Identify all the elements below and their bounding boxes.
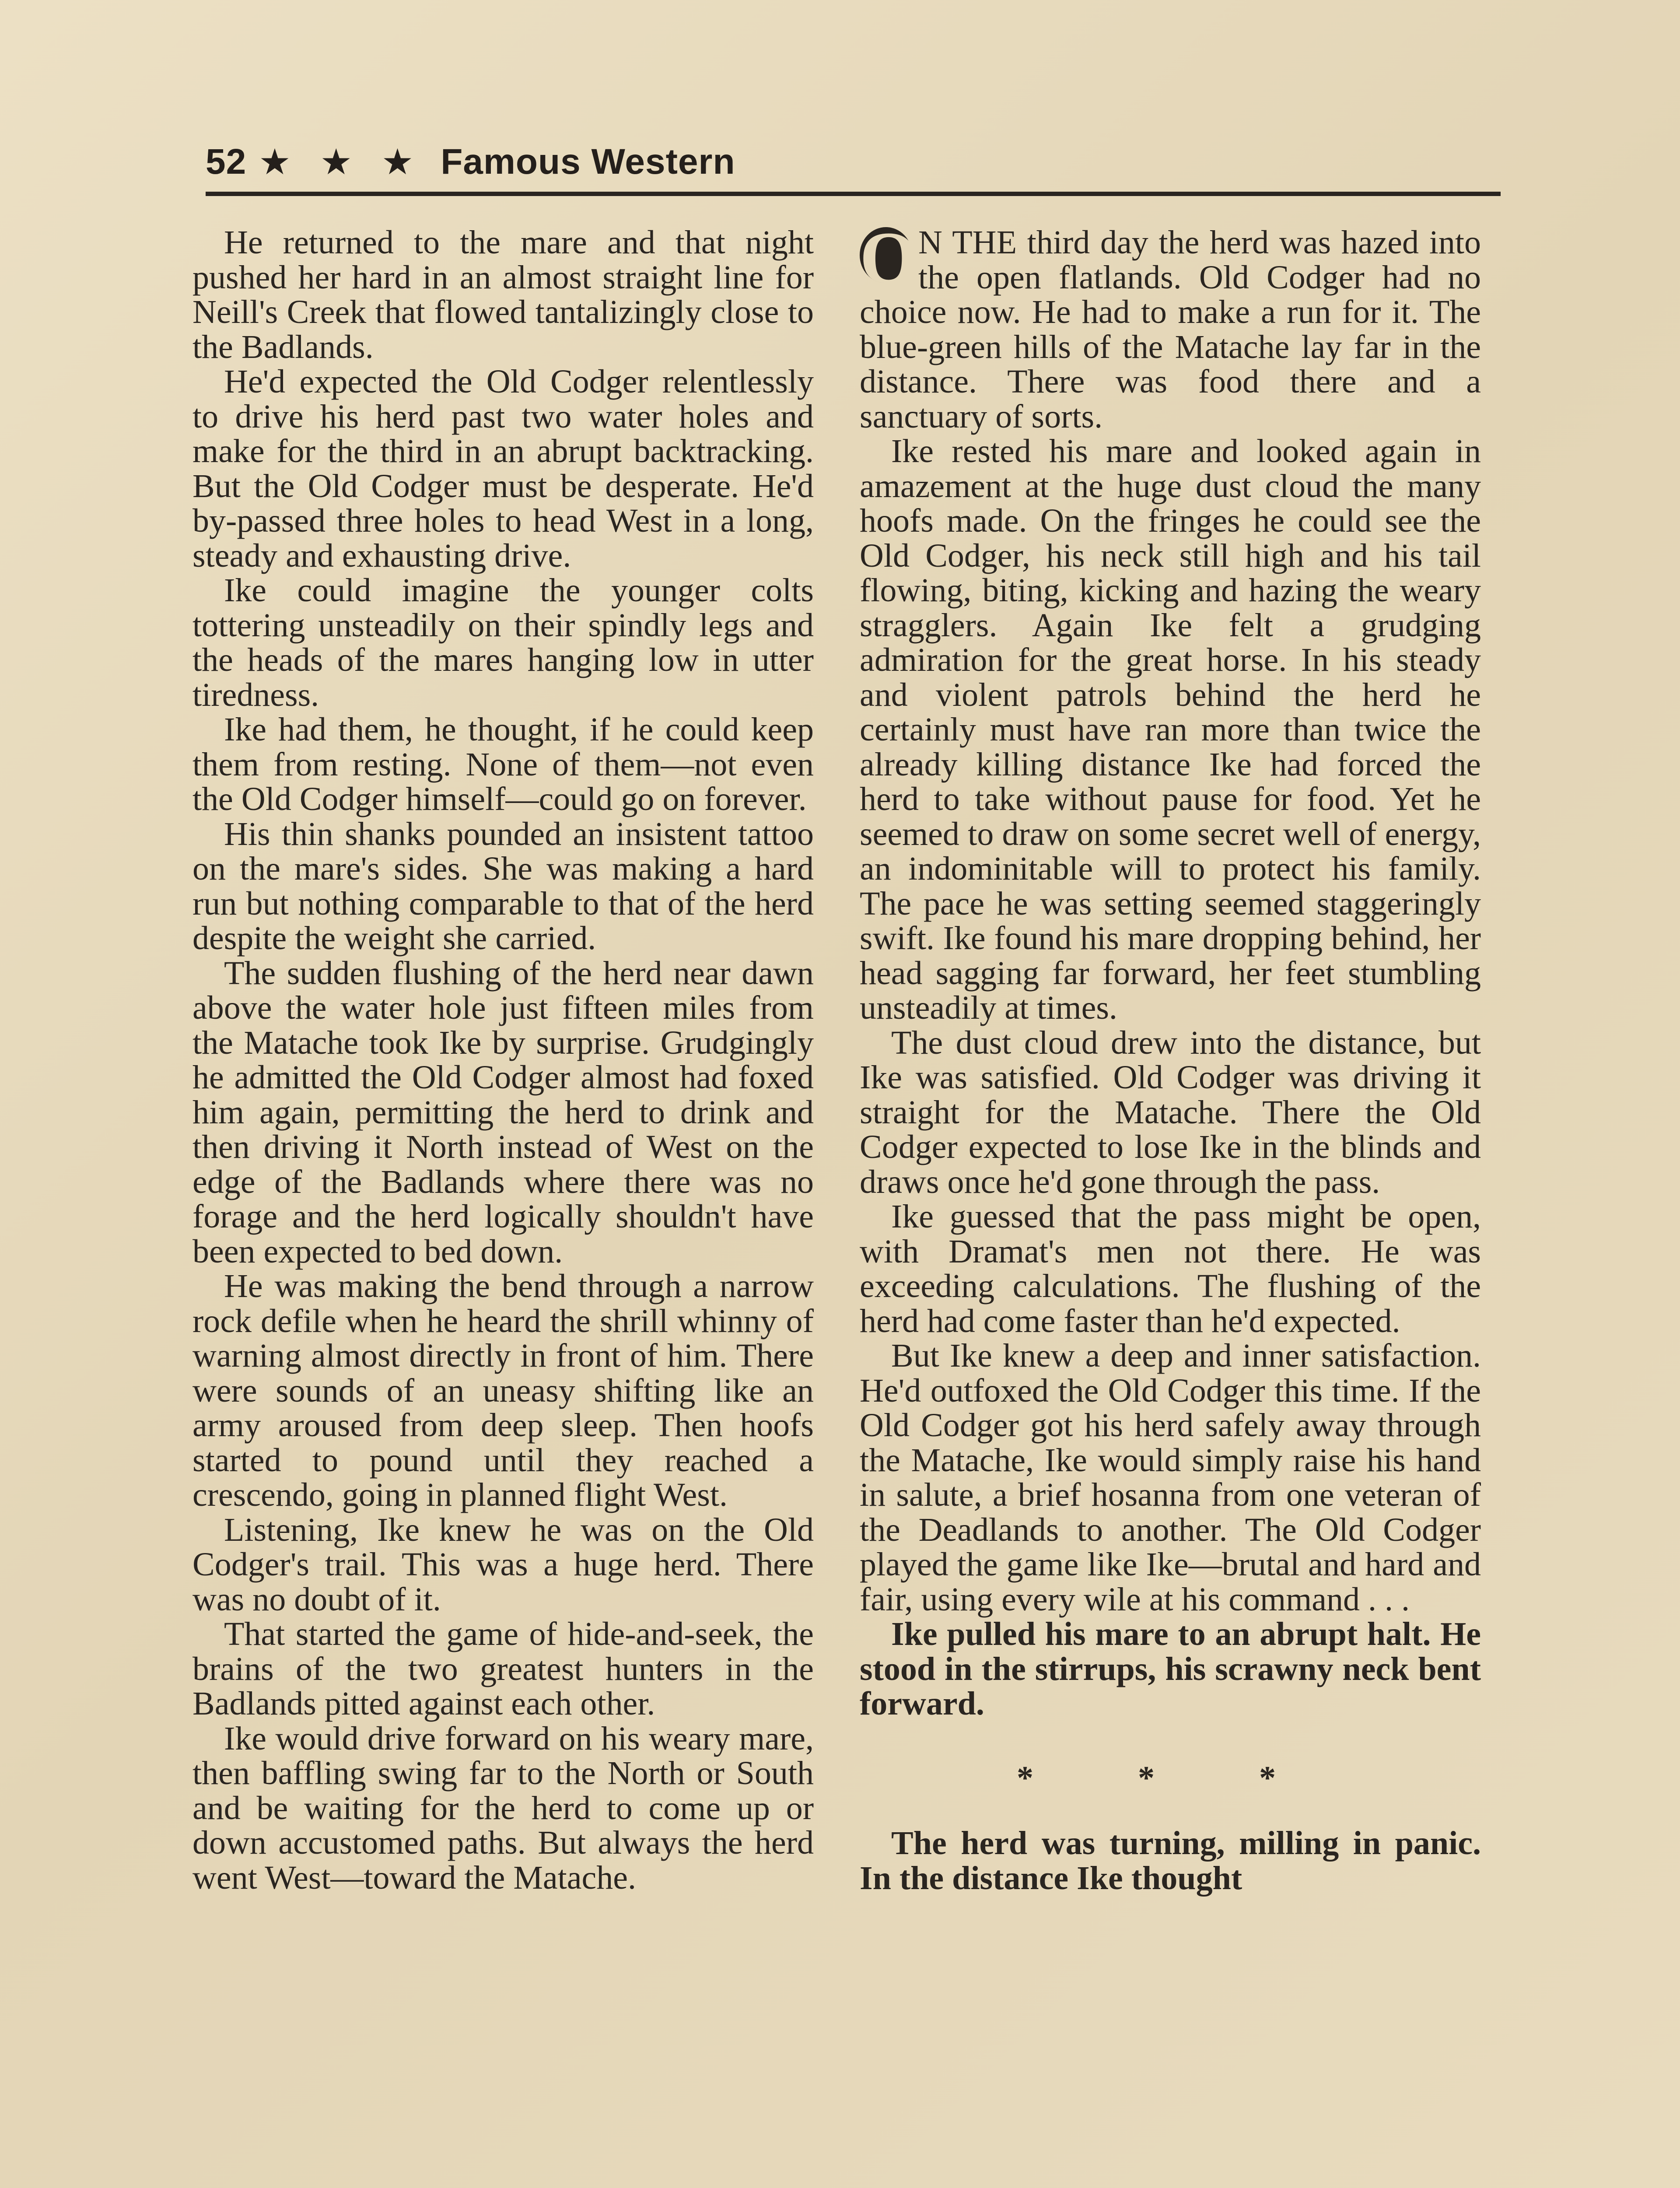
paragraph: The sudden flushing of the herd near dawn above the water hole just fifteen miles from the Matache took Ike by surprise. Grudgingly he admitted the Old Codger almost had foxed him again, permitting the herd to drink and then driving it North instead of West on the edge of the Badlands where there was no forage and the herd logically shouldn't have been expected to bed down. [192,954,814,1270]
paragraph: Ike had them, he thought, if he could keep them from resting. None of them—not even the Old Codger himself—could go on forever. [192,711,814,817]
header-rule [206,192,1501,196]
paragraph: He returned to the mare and that night pushed her hard in an almost straight line for Neill's Creek that flowed tantalizingly close to the Badlands. [192,224,814,365]
magazine-title: Famous Western [441,142,735,182]
paragraph: Ike pulled his mare to an abrupt halt. He stood in the stirrups, his scrawny neck bent forward. [860,1616,1481,1722]
opening-paragraph [860,217,1481,435]
paragraph: Listening, Ike knew he was on the Old Codger's trail. This was a huge herd. There was no doubt of it. [192,1511,814,1618]
page-number: 52 [206,142,247,182]
opening-text: N THE third day the herd was hazed into the open flatlands. Old Codger had no choice now. He had to make a run for it. The blue-green hills of the Matache lay far in the distance. There was food there and a sanctuary of sorts. [860,224,1481,435]
drop-cap: O [860,217,918,299]
section-break: * * * [1017,1759,1324,1796]
page-header [206,129,1501,195]
left-column [192,225,814,1895]
paragraph: He was making the bend through a narrow rock defile when he heard the shrill whinny of warning almost directly in front of him. There were sounds of an uneasy shifting like an army aroused from deep sleep. Then hoofs started to pound until they reached a crescendo, going in planned flight West. [192,1268,814,1513]
right-column [860,217,1481,1897]
paragraph: He'd expected the Old Codger relentlessly to drive his herd past two water holes and make for the third in an abrupt backtracking. But the Old Codger must be desperate. He'd by-passed three holes to head West in a long, steady and exhausting drive. [192,363,814,574]
paragraph: The dust cloud drew into the distance, but Ike was satisfied. Old Codger was driving it straight for the Matache. There the Old Codger expected to lose Ike in the blinds and draws once he'd gone through the pass. [860,1024,1481,1200]
star-ornaments: ★ ★ ★ [259,142,424,182]
paragraph: The herd was turning, milling in panic. In the distance Ike thought [860,1825,1481,1897]
paragraph: Ike rested his mare and looked again in amazement at the huge dust cloud the many hoofs made. On the fringes he could see the Old Codger, his neck still high and his tail flowing, biting, kicking and hazing the weary stragglers. Again Ike felt a grudging admiration for the great horse. In his steady and violent patrols behind the herd he certainly must have ran more than twice the already killing distance Ike had forced the herd to take without pause for food. Yet he seemed to draw on some secret well of energy, an indominitable will to protect his family. The pace he was setting seemed staggeringly swift. Ike found his mare dropping behind, her head sagging far forward, her feet stumbling unsteadily at times. [860,433,1481,1026]
paragraph: That started the game of hide-and-seek, the brains of the two greatest hunters in the Badlands pitted against each other. [192,1616,814,1722]
paragraph: But Ike knew a deep and inner satisfaction. He'd outfoxed the Old Codger this time. If the Old Codger got his herd safely away through the Matache, Ike would simply raise his hand in salute, a brief hosanna from one veteran of the Deadlands to another. The Old Codger played the game like Ike—brutal and hard and fair, using every wile at his command . . . [860,1337,1481,1618]
paragraph: Ike would drive forward on his weary mare, then baffling swing far to the North or South and be waiting for the herd to come up or down accustomed paths. But always the herd went West—toward the Matache. [192,1720,814,1896]
paragraph: Ike guessed that the pass might be open, with Dramat's men not there. He was exceeding calculations. The flushing of the herd had come faster than he'd expected. [860,1198,1481,1339]
paragraph: His thin shanks pounded an insistent tattoo on the mare's sides. She was making a hard run but nothing comparable to that of the herd despite the weight she carried. [192,815,814,957]
paragraph: Ike could imagine the younger colts tottering unsteadily on their spindly legs and the heads of the mares hanging low in utter tiredness. [192,572,814,713]
